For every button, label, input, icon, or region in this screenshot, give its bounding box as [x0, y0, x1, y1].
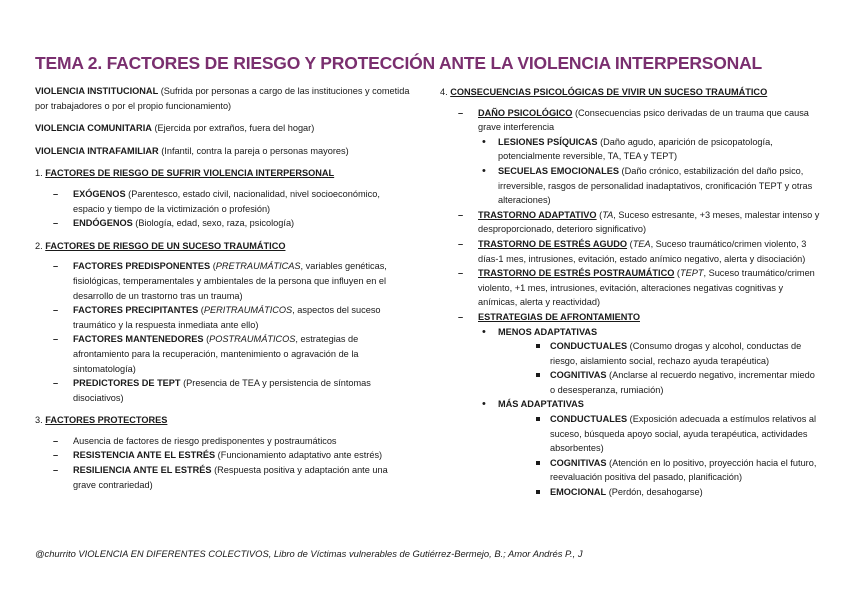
list-item: – EXÓGENOS (Parentesco, estado civil, nacionalidad, nivel socioeconómico, espacio y tiempo de la victimización o profesión) [35, 187, 410, 216]
footer-citation: @churrito VIOLENCIA EN DIFERENTES COLECTIVOS, Libro de Víctimas vulnerables de Gutiérrez-Bermejo, B.; Amor Andrés P., J [35, 548, 583, 559]
section-1-heading: 1. FACTORES DE RIESGO DE SUFRIR VIOLENCIA INTERPERSONAL [35, 168, 335, 179]
list-item-dano: – DAÑO PSICOLÓGICO (Consecuencias psico derivadas de un trauma que causa grave interferencia • LESIONES PSÍQUICAS (Daño agudo, aparición de psicopatología, potencialmente reversible, TA, TEA y TEPT) • SECUELAS EMOCIONALES (Daño crónico, estabilización del daño psico, irreversible, rasgos de personalidad inadaptativos, cronificación TEPT y otras alteraciones) [440, 106, 820, 208]
def-intrafamiliar: VIOLENCIA INTRAFAMILIAR (Infantil, contra la pareja o personas mayores) [35, 145, 349, 156]
list-item-menos: • MENOS ADAPTATIVAS CONDUCTUALES (Consumo drogas y alcohol, conductas de riesgo, aislamiento social, rechazo ayuda terapéutica) COGNITIVAS (Anclarse al recuerdo negativo, incrementar miedo o desesperanza, rumiación) [440, 325, 820, 398]
section-4-list [440, 106, 820, 500]
def-institucional: VIOLENCIA INSTITUCIONAL (Sufrida por personas a cargo de las instituciones y cometida por trabajadores o por el propio funcionamiento) [35, 86, 410, 111]
list-item: – FACTORES PREDISPONENTES (PRETRAUMÁTICAS, variables genéticas, fisiológicas, temperamentales y ambientales de la persona que influyen en el desarrollo de un trastorno tras un trauma) [35, 259, 410, 303]
list-item: – RESILIENCIA ANTE EL ESTRÉS (Respuesta positiva y adaptación ante una grave contrariedad) [35, 463, 410, 492]
list-item: – PREDICTORES DE TEPT (Presencia de TEA y persistencia de síntomas disociativos) [35, 376, 410, 405]
section-3-heading: 3. FACTORES PROTECTORES [35, 415, 168, 426]
list-item: – Ausencia de factores de riesgo predisponentes y postraumáticos [35, 434, 410, 449]
left-column [35, 84, 410, 492]
dano-sublist [440, 135, 820, 208]
list-item: COGNITIVAS (Anclarse al recuerdo negativo, incrementar miedo o desesperanza, rumiación) [440, 368, 820, 397]
list-item-tept: – TRASTORNO DE ESTRÉS POSTRAUMÁTICO (TEPT, Suceso traumático/crimen violento, +1 mes, intrusiones, evitación, alteraciones negativas cognitivas y anímicas, alerta y reactividad) [440, 266, 820, 310]
list-item-ta: – TRASTORNO ADAPTATIVO (TA, Suceso estresante, +3 meses, malestar intenso y desproporcionado, deterioro significativo) [440, 208, 820, 237]
list-item: – FACTORES PRECIPITANTES (PERITRAUMÁTICOS, aspectos del suceso traumático y la respuesta inmediata ante ello) [35, 303, 410, 332]
list-item: – ENDÓGENOS (Biología, edad, sexo, raza, psicología) [35, 216, 410, 231]
right-column [440, 84, 820, 500]
list-item: EMOCIONAL (Perdón, desahogarse) [440, 485, 820, 500]
list-item: CONDUCTUALES (Exposición adecuada a estímulos relativos al suceso, búsqueda apoyo social, ayuda terapéutica, actividades absorbentes) [440, 412, 820, 456]
def-comunitaria: VIOLENCIA COMUNITARIA (Ejercida por extraños, fuera del hogar) [35, 123, 315, 134]
list-item: – FACTORES MANTENEDORES (POSTRAUMÁTICOS, estrategias de afrontamiento para la recuperación, mantenimiento o agravación de la sintomatología) [35, 332, 410, 376]
list-item-mas: • MÁS ADAPTATIVAS CONDUCTUALES (Exposición adecuada a estímulos relativos al suceso, búsqueda apoyo social, ayuda terapéutica, actividades absorbentes) COGNITIVAS (Atención en lo positivo, proyección hacia el futuro, reevaluación positiva del pasado, planificación) EMOCIONAL (Perdón, desahogarse) [440, 397, 820, 499]
list-item: CONDUCTUALES (Consumo drogas y alcohol, conductas de riesgo, aislamiento social, rechazo ayuda terapéutica) [440, 339, 820, 368]
mas-sublist [440, 412, 820, 500]
list-item: COGNITIVAS (Atención en lo positivo, proyección hacia el futuro, reevaluación positiva del pasado, planificación) [440, 456, 820, 485]
list-item: – RESISTENCIA ANTE EL ESTRÉS (Funcionamiento adaptativo ante estrés) [35, 448, 410, 463]
estrategias-sublist [440, 325, 820, 500]
list-item: • SECUELAS EMOCIONALES (Daño crónico, estabilización del daño psico, irreversible, rasgos de personalidad inadaptativos, cronificación TEPT y otras alteraciones) [440, 164, 820, 208]
list-item-estrategias: – ESTRATEGIAS DE AFRONTAMIENTO • MENOS ADAPTATIVAS CONDUCTUALES (Consumo drogas y alcohol, conductas de riesgo, aislamiento social, rechazo ayuda terapéutica) COGNITIVAS (Anclarse al recuerdo negativo, incrementar miedo o desesperanza, rumiación) • MÁS ADAPTATIVAS CONDUCTUALES (Exposición adecuada a estímulos relativos al suceso, búsqueda apoyo social, ayuda terapéutica, actividades absorbentes) COGNITIVAS (Atención en lo positivo, proyección hacia el futuro, reevaluación positiva del pasado, planificación) EMOCIONAL (Perdón, desahogarse) [440, 310, 820, 500]
page-title: TEMA 2. FACTORES DE RIESGO Y PROTECCIÓN ANTE LA VIOLENCIA INTERPERSONAL [35, 53, 763, 73]
section-2-list [35, 259, 410, 405]
list-item-tea: – TRASTORNO DE ESTRÉS AGUDO (TEA, Suceso traumático/crimen violento, 3 días-1 mes, intrusiones, evitación, estado anímico negativo, alerta y disociación) [440, 237, 820, 266]
section-3-list [35, 434, 410, 492]
section-4-heading: 4. CONSECUENCIAS PSICOLÓGICAS DE VIVIR UN SUCESO TRAUMÁTICO [440, 87, 768, 97]
section-1-list [35, 187, 410, 231]
section-2-heading: 2. FACTORES DE RIESGO DE UN SUCESO TRAUMÁTICO [35, 240, 286, 251]
list-item: • LESIONES PSÍQUICAS (Daño agudo, aparición de psicopatología, potencialmente reversible, TA, TEA y TEPT) [440, 135, 820, 164]
menos-sublist [440, 339, 820, 397]
